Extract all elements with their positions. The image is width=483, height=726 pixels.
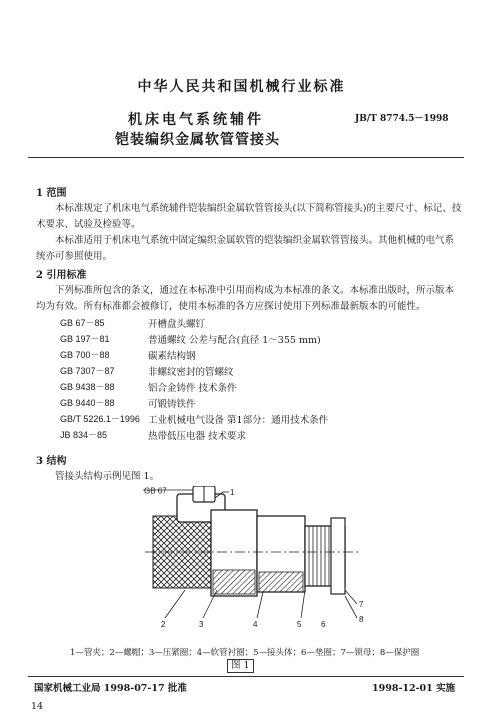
callout-2: 2 [161, 620, 166, 629]
reference-row [60, 364, 460, 380]
reference-name: 热带低压电器 技术要求 [148, 431, 247, 442]
section-heading-references: 2 引用标准 [36, 270, 87, 281]
reference-name: 碳素结构钢 [148, 351, 196, 362]
reference-code: GB 7307－87 [60, 366, 115, 376]
reference-code: GB 9440－88 [60, 398, 115, 408]
reference-name: 可锻铸铁件 [148, 399, 196, 410]
reference-row [60, 348, 460, 364]
nut-section [213, 570, 255, 594]
callout-6: 6 [321, 620, 326, 629]
reference-name: 工业机械电气设备 第1部分：通用技术条件 [148, 415, 329, 426]
page-number: 14 [31, 701, 44, 712]
implementation-date: 1998-12-01 实施 [372, 683, 456, 694]
scope-text [36, 201, 462, 265]
reference-code: GB 67－85 [60, 318, 105, 328]
connector-section [259, 572, 303, 592]
reference-row [60, 428, 460, 444]
reference-code: JB 834－85 [60, 430, 108, 440]
reference-name: 非螺纹密封的管螺纹 [148, 367, 234, 378]
structure-paragraph: 管接头结构示例见图 1。 [55, 471, 160, 482]
document-title-line2: 铠装编织金属软管管接头 [115, 132, 280, 148]
reference-name: 开槽盘头螺钉 [148, 319, 206, 330]
references-intro [36, 283, 462, 315]
reference-row [60, 380, 460, 396]
section-heading-structure: 3 结构 [36, 456, 67, 467]
references-paragraph: 下列标准所包含的条文，通过在本标准中引用而构成为本标准的条文。本标准出版时，所示版本均为有效。所有标准都会被修订，使用本标准的各方应探讨使用下列标准最新版本的可能性。 [36, 285, 455, 312]
standard-number: JB/T 8774.5－1998 [355, 114, 449, 124]
callout-7: 7 [359, 600, 364, 609]
lock-nut [331, 518, 345, 594]
reference-code: GB 700－88 [60, 350, 110, 360]
callout-gb67: GB 67 [144, 486, 167, 496]
industry-standard-header: 中华人民共和国机械行业标准 [137, 79, 346, 95]
approval-date: 国家机械工业局 1998-07-17 批准 [34, 683, 187, 694]
reference-row [60, 316, 460, 332]
reference-code: GB/T 5226.1－1996 [60, 414, 140, 424]
reference-row [60, 332, 460, 348]
figure-caption: 1—管夹；2—螺帽；3—压紧圈；4—软管衬圈；5—接头体；6—垫圈；7—锁母；8—保护圈 [70, 648, 420, 658]
header-divider [28, 157, 464, 158]
reference-code: GB 197－81 [60, 334, 110, 344]
structure-text [36, 469, 462, 485]
figure-label: 图 1 [227, 659, 254, 673]
callout-4: 4 [253, 620, 258, 629]
callout-8: 8 [359, 615, 364, 624]
reference-row [60, 396, 460, 412]
hose-fitting-drawing [125, 486, 375, 644]
reference-name: 普通螺纹 公差与配合(直径 1～355 mm) [148, 335, 321, 346]
scope-paragraph: 本标准规定了机床电气系统辅件铠装编织金属软管管接头(以下简称管接头)的主要尺寸、标记、技术要求、试验及检验等。 [36, 203, 462, 230]
reference-code: GB 9438－88 [60, 382, 115, 392]
scope-paragraph: 本标准适用于机床电气系统中固定编织金属软管的铠装编织金属软管管接头。其他机械的电气系统亦可参照使用。 [36, 235, 455, 262]
reference-row [60, 412, 460, 428]
section-heading-scope: 1 范围 [36, 188, 67, 199]
callout-5: 5 [297, 620, 302, 629]
callout-1: 1 [230, 488, 235, 497]
callout-3: 3 [199, 620, 204, 629]
reference-name: 铝合金铸件 技术条件 [148, 383, 237, 394]
footer-divider [28, 676, 464, 677]
document-title-line1: 机床电气系统辅件 [128, 112, 264, 128]
